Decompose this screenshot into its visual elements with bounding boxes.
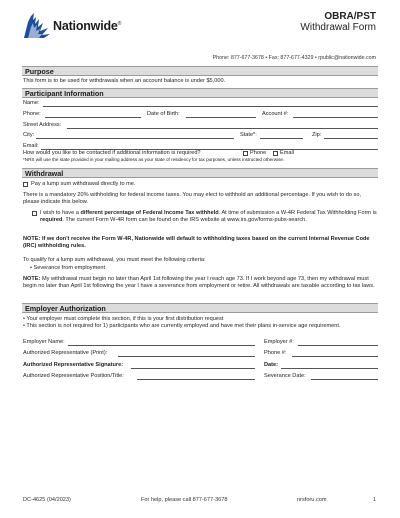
state-note: *NRS will use the state provided in your mailing address as your state of residency for tax purposes, unless instructed otherwise. — [23, 157, 285, 162]
nationwide-logo — [22, 10, 132, 40]
form-subtitle: Withdrawal Form — [300, 22, 376, 33]
city-field[interactable] — [36, 138, 234, 139]
rep-position-field[interactable] — [137, 379, 255, 380]
zip-field[interactable] — [324, 138, 378, 139]
state-label: State*: — [240, 132, 257, 138]
lump-sum-option: Pay a lump sum withdrawal directly to me. — [31, 181, 136, 187]
brand-name: Nationwide® — [53, 19, 122, 33]
employer-phone-label: Phone #: — [264, 350, 287, 356]
account-label: Account #: — [262, 111, 289, 117]
rep-signature-label: Authorized Representative Signature: — [23, 362, 124, 368]
purpose-text: This form is to be used for withdrawals when an account balance is under $5,000. — [23, 78, 226, 84]
zip-label: Zip: — [312, 132, 322, 138]
date-label: Date: — [264, 362, 278, 368]
dob-label: Date of Birth: — [147, 111, 180, 117]
participant-heading: Participant Information — [22, 88, 378, 98]
employer-name-label: Employer Name: — [23, 339, 65, 345]
street-label: Street Address: — [23, 122, 62, 128]
dob-field[interactable] — [186, 117, 256, 118]
rep-print-label: Authorized Representative (Print): — [23, 350, 108, 356]
rep-print-field[interactable] — [118, 356, 255, 357]
contact-info: Phone: 877-677-3678 • Fax: 877-677-4329 • rpublic@nationwide.com — [212, 55, 376, 61]
form-title-main: OBRA/PST — [324, 11, 376, 22]
employer-phone-field[interactable] — [292, 356, 378, 357]
form-title — [300, 11, 376, 33]
employer-name-field[interactable] — [68, 345, 255, 346]
criteria-text: To qualify for a lump sum withdrawal, you must meet the following criteria: — [23, 257, 206, 263]
phone-field[interactable] — [45, 117, 141, 118]
contact-email-checkbox[interactable] — [273, 151, 278, 156]
employer-bullet-2: • This section is not required for 1) participants who are currently employed and have met their plans in-service age requirement. — [23, 323, 341, 329]
employer-number-label: Employer #: — [264, 339, 294, 345]
employer-bullet-1: • Your employer must complete this section, if this is your first distribution request — [23, 316, 224, 322]
account-field[interactable] — [293, 117, 378, 118]
employer-heading: Employer Authorization — [22, 303, 378, 313]
state-field[interactable] — [260, 138, 303, 139]
contact-phone-checkbox[interactable] — [243, 151, 248, 156]
page-number: 1 — [373, 497, 377, 503]
rep-signature-field[interactable] — [131, 368, 255, 369]
street-field[interactable] — [67, 128, 378, 129]
name-label: Name: — [23, 100, 40, 106]
date-field[interactable] — [281, 368, 378, 369]
rep-position-label: Authorized Representative Position/Title: — [23, 373, 124, 379]
contact-question: How would you like to be contacted if additional information is required? — [23, 150, 201, 156]
phone-label: Phone: — [23, 111, 41, 117]
city-label: City: — [23, 132, 35, 138]
age-note: NOTE: My withdrawal must begin no later than April 1st following the year I reach age 73. If I work beyond age 73, then my withdrawal must begin no later than April 1st following the year I have a severance from employment or retire. All withdrawals are taxable according to tax laws. — [23, 276, 375, 290]
severance-date-label: Severance Date: — [264, 373, 306, 379]
form-code: DC-4625 (04/2023) — [23, 497, 71, 503]
help-line: For help, please call 877-677-3678 — [141, 497, 228, 503]
contact-email-label: Email — [280, 150, 294, 156]
contact-phone-label: Phone — [250, 150, 267, 156]
nationwide-eagle-icon — [22, 10, 52, 40]
withdrawal-heading: Withdrawal — [22, 168, 378, 178]
w4r-note: NOTE: If we don't receive the Form W-4R, Nationwide will default to withholding taxes based on the current Internal Revenue Code (IRC) withholding rules. — [23, 236, 370, 250]
employer-number-field[interactable] — [298, 345, 378, 346]
name-field[interactable] — [43, 106, 378, 107]
lump-sum-checkbox[interactable] — [23, 182, 28, 187]
email-label: Email: — [23, 143, 39, 149]
tax-percentage-option: I wish to have a different percentage of Federal Income Tax withheld. At time of submission a W-4R Federal Tax Withholding Form is required. The current Form W-4R form can be found on the IRS website at www.irs.gov/forms-pubs-search. — [40, 210, 377, 224]
tax-percentage-checkbox[interactable] — [32, 211, 37, 216]
purpose-heading: Purpose — [22, 66, 378, 76]
criteria-item: • Severance from employment — [30, 265, 106, 271]
withholding-text: There is a mandatory 20% withholding for federal income taxes. You may elect to withhold an additional percentage. If you wish to do so, please indicate this below. — [23, 192, 361, 206]
severance-date-field[interactable] — [311, 379, 378, 380]
website: nrsforu.com — [297, 497, 327, 503]
